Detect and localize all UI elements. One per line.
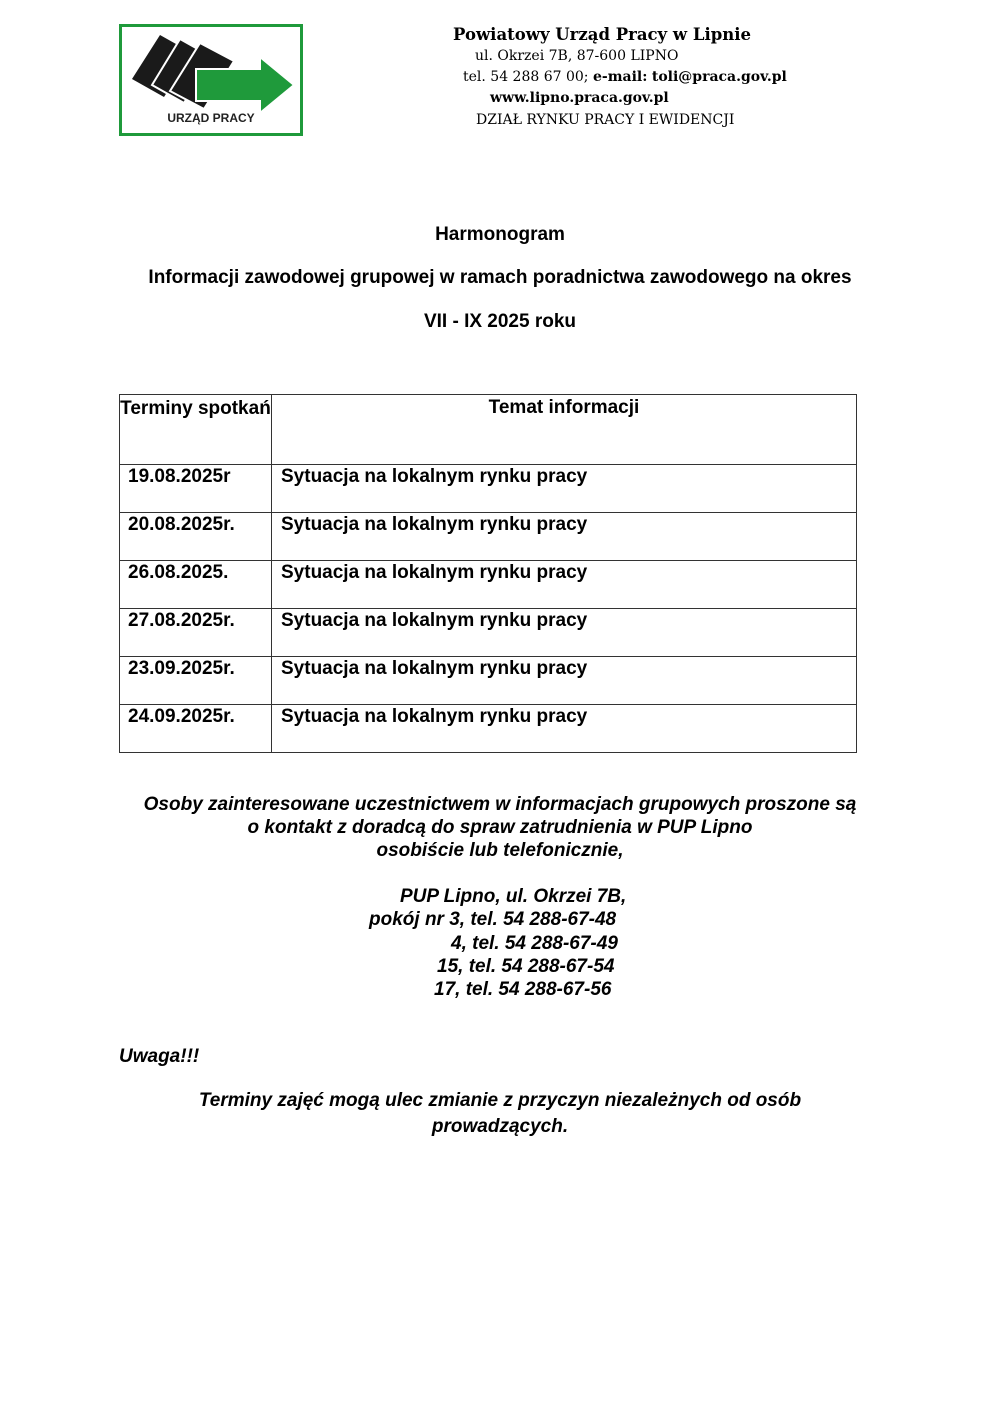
header-topic: Temat informacji [272,395,857,465]
meeting-date: 27.08.2025r. [120,609,272,657]
meeting-date: 20.08.2025r. [120,513,272,561]
meeting-topic: Sytuacja na lokalnym rynku pracy [272,561,857,609]
notice-line-1: Osoby zainteresowane uczestnictwem w informacjach grupowych proszone są [143,794,857,815]
table-row [120,561,857,609]
org-website-link[interactable]: www.lipno.praca.gov.pl [490,90,669,106]
meeting-topic: Sytuacja na lokalnym rynku pracy [272,465,857,513]
schedule-table [119,394,857,753]
meeting-date: 19.08.2025r [120,465,272,513]
org-name: Powiatowy Urząd Pracy w Lipnie [453,25,752,44]
table-row [120,705,857,753]
document-subtitle: Informacji zawodowej grupowej w ramach poradnictwa zawodowego na okres [148,267,852,288]
meeting-date: 23.09.2025r. [120,657,272,705]
logo-text: URZĄD PRACY [167,111,255,125]
org-contact-line [463,69,787,85]
meeting-date: 26.08.2025. [120,561,272,609]
table-row [120,609,857,657]
contact-address: PUP Lipno, ul. Okrzei 7B, [400,886,627,907]
contact-room-17: 17, tel. 54 288-67-56 [434,979,612,1000]
org-email-link[interactable]: toli@praca.gov.pl [651,69,787,85]
org-address: ul. Okrzei 7B, 87-600 LIPNO [475,48,679,64]
document-period: VII - IX 2025 roku [423,311,577,332]
contact-room-3: pokój nr 3, tel. 54 288-67-48 [369,909,617,930]
urzad-pracy-logo [119,24,303,136]
table-row [120,465,857,513]
notice-line-2: o kontakt z doradcą do spraw zatrudnienia w PUP Lipno [247,817,753,838]
document-title: Harmonogram [435,224,565,245]
contact-room-4: 4, tel. 54 288-67-49 [451,933,618,954]
header-dates: Terminy spotkań [120,395,272,465]
meeting-date: 24.09.2025r. [120,705,272,753]
notice-line-3: osobiście lub telefonicznie, [376,840,624,861]
meeting-topic: Sytuacja na lokalnym rynku pracy [272,609,857,657]
warning-line-1: Terminy zajęć mogą ulec zmianie z przyczyn niezależnych od osób [198,1090,802,1111]
meeting-topic: Sytuacja na lokalnym rynku pracy [272,705,857,753]
table-row [120,513,857,561]
meeting-topic: Sytuacja na lokalnym rynku pracy [272,513,857,561]
warning-line-2: prowadzących. [431,1116,569,1137]
contact-room-15: 15, tel. 54 288-67-54 [437,956,615,977]
meeting-topic: Sytuacja na lokalnym rynku pracy [272,657,857,705]
warning-label: Uwaga!!! [119,1046,200,1067]
org-phone: tel. 54 288 67 00; [463,69,589,85]
table-header-row [120,395,857,465]
email-label: e-mail: [592,69,648,85]
org-department: DZIAŁ RYNKU PRACY I EWIDENCJI [476,112,735,128]
table-row [120,657,857,705]
